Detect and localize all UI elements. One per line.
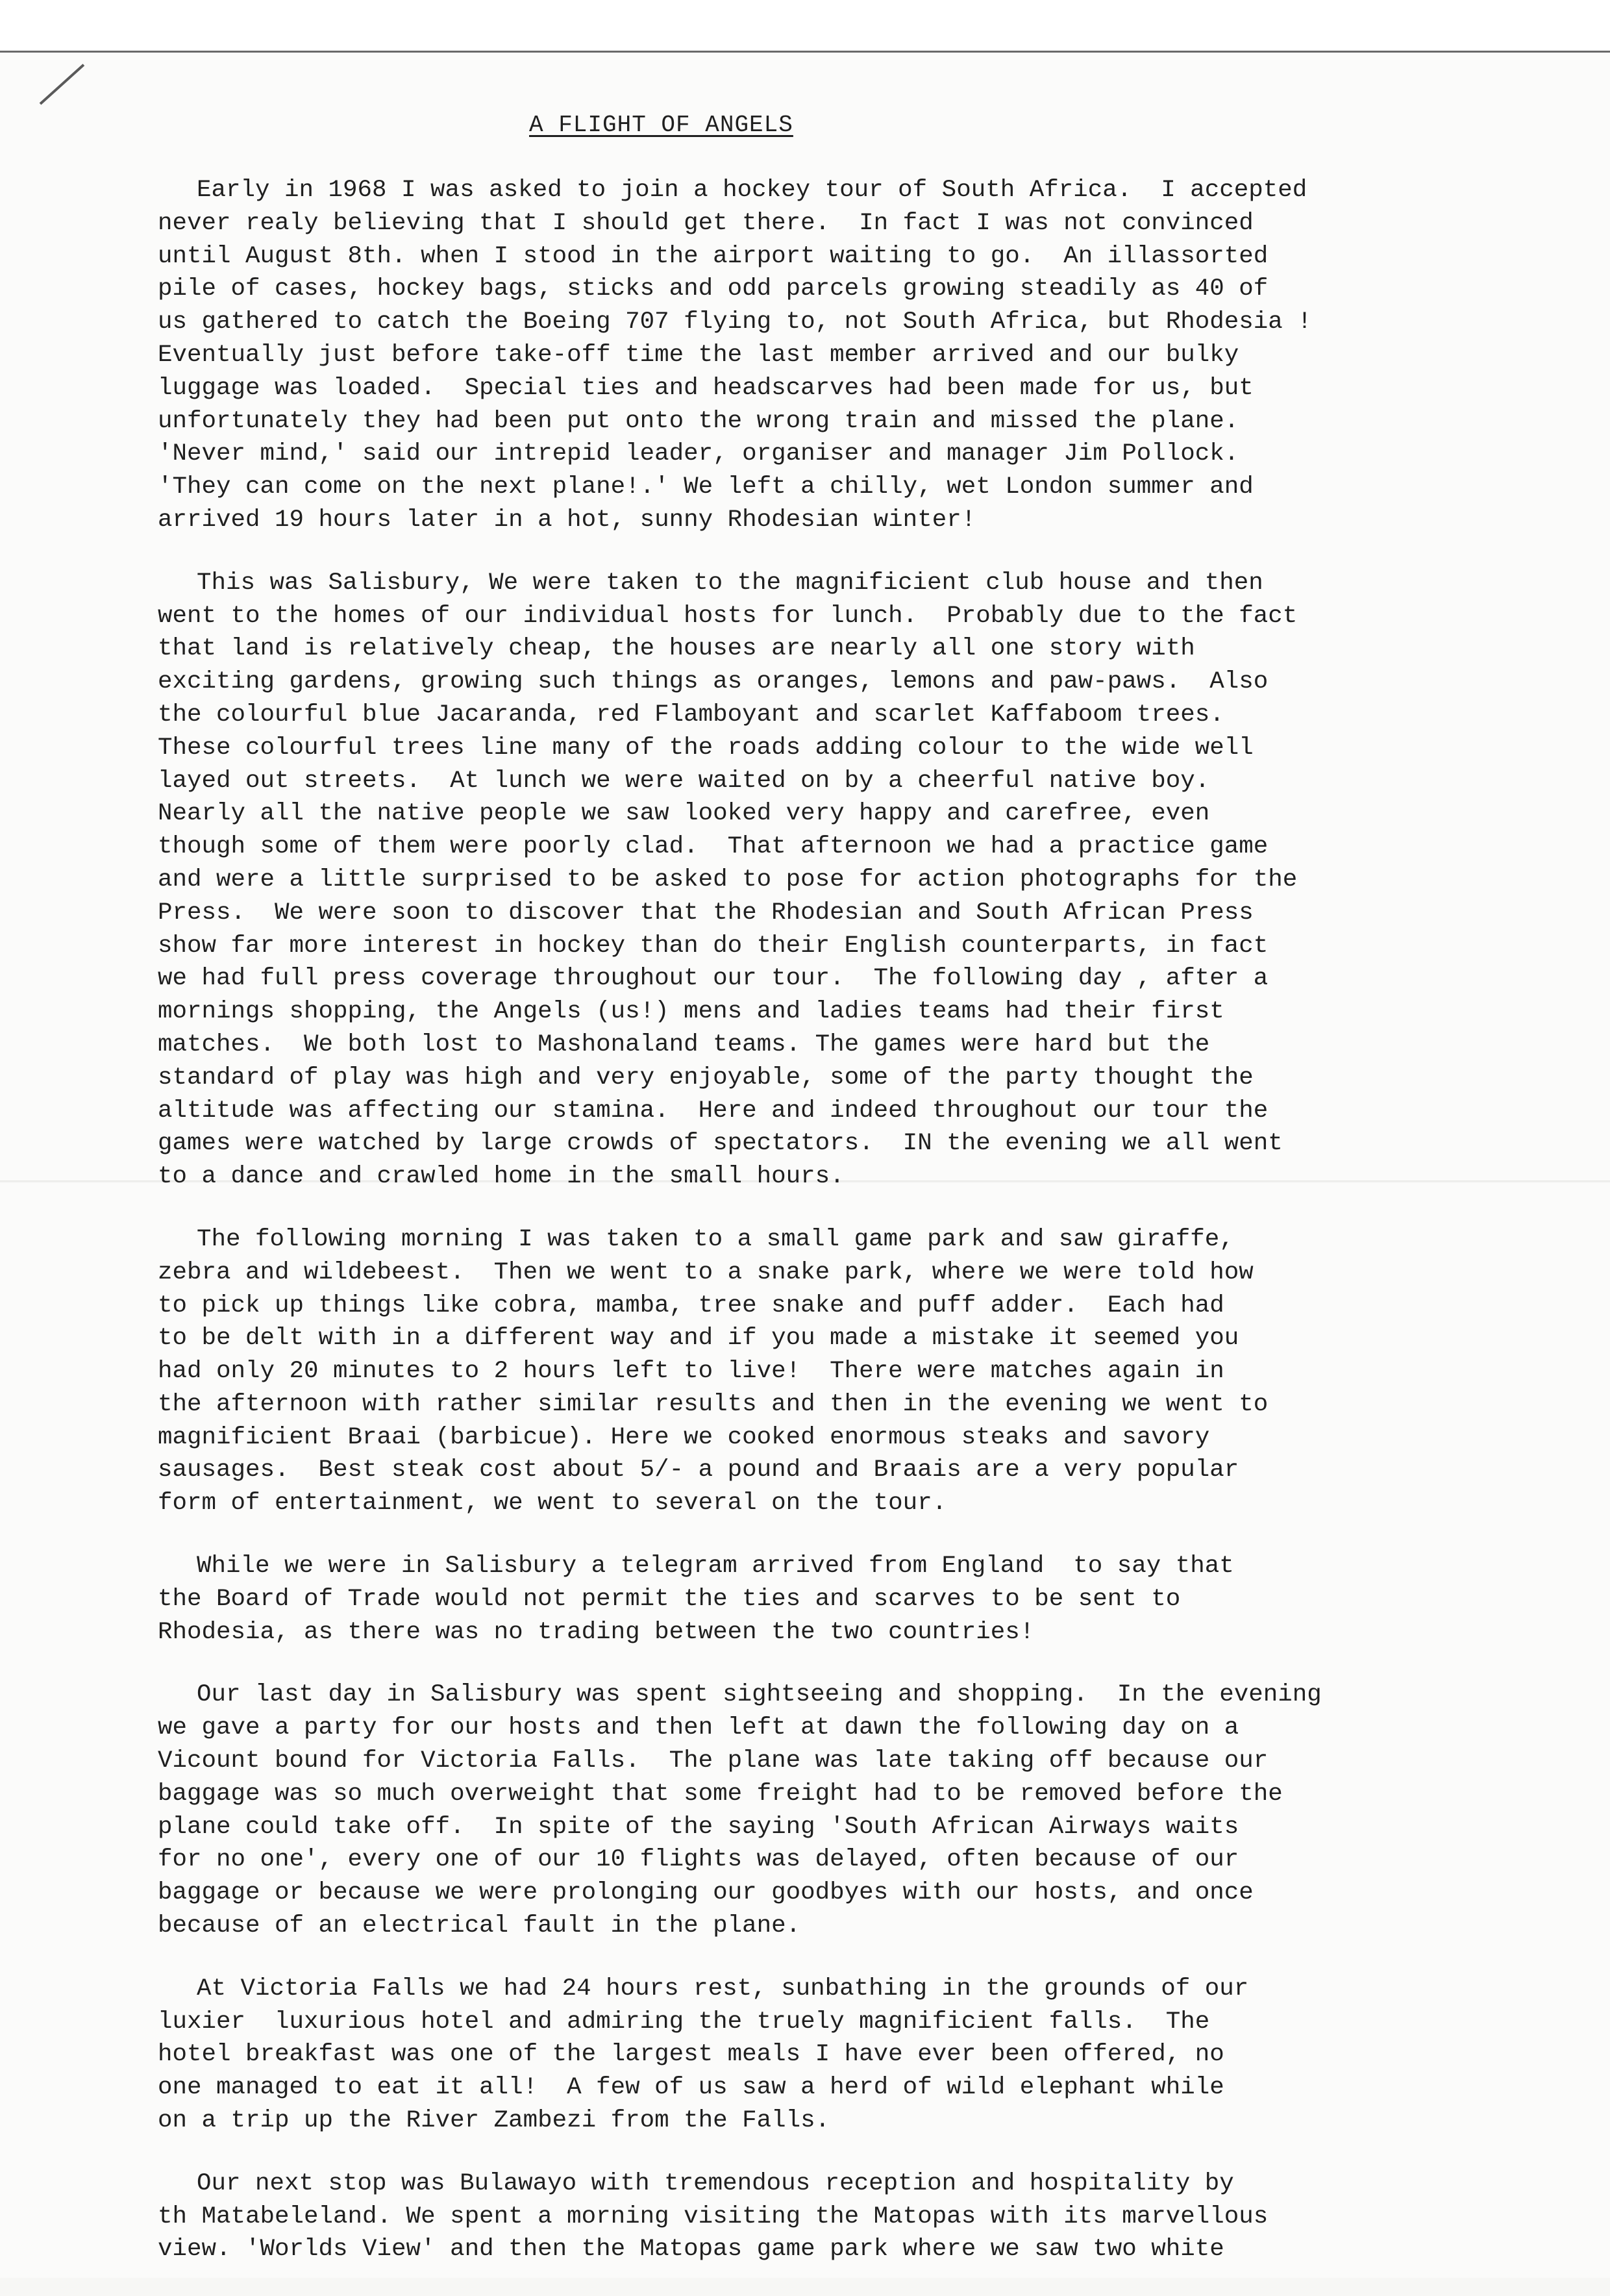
text-line: to be delt with in a different way and if you made a mistake it seemed you xyxy=(158,1325,1239,1353)
text-line: arrived 19 hours later in a hot, sunny Rhodesian winter! xyxy=(158,506,976,534)
text-line: Our next stop was Bulawayo with tremendous reception and hospitality by xyxy=(197,2169,1234,2197)
text-line: magnificient Braai (barbicue). Here we cooked enormous steaks and savory xyxy=(158,1423,1210,1451)
text-line: view. 'Worlds View' and then the Matopas game park where we saw two white xyxy=(158,2236,1224,2264)
article-body xyxy=(158,174,1586,2296)
page-title: A FLIGHT OF ANGELS xyxy=(529,112,793,138)
text-line: 'They can come on the next plane!.' We left a chilly, wet London summer and xyxy=(158,473,1254,501)
paragraph xyxy=(158,1223,1586,1520)
text-line: because of an electrical fault in the plane. xyxy=(158,1912,801,1940)
text-line: Vicount bound for Victoria Falls. The plane was late taking off because our xyxy=(158,1747,1269,1775)
text-line: until August 8th. when I stood in the airport waiting to go. An illassorted xyxy=(158,242,1269,270)
text-line: we had full press coverage throughout our tour. The following day , after a xyxy=(158,965,1269,993)
text-line: though some of them were poorly clad. That afternoon we had a practice game xyxy=(158,833,1269,861)
text-line: on a trip up the River Zambezi from the Falls. xyxy=(158,2107,830,2135)
text-line: us gathered to catch the Boeing 707 flying to, not South Africa, but Rhodesia ! xyxy=(158,308,1312,336)
text-line: zebra and wildebeest. Then we went to a snake park, where we were told how xyxy=(158,1258,1254,1286)
text-line: At Victoria Falls we had 24 hours rest, sunbathing in the grounds of our xyxy=(197,1975,1249,2003)
text-line: that land is relatively cheap, the houses are nearly all one story with xyxy=(158,635,1195,663)
text-line: the afternoon with rather similar results and then in the evening we went to xyxy=(158,1390,1269,1418)
text-line: went to the homes of our individual hosts for lunch. Probably due to the fact xyxy=(158,602,1298,630)
paragraph xyxy=(158,2167,1586,2266)
paragraph xyxy=(158,1550,1586,1649)
text-line: unfortunately they had been put onto the wrong train and missed the plane. xyxy=(158,407,1239,435)
text-line: The following morning I was taken to a small game park and saw giraffe, xyxy=(197,1225,1234,1253)
text-line: luxier luxurious hotel and admiring the truely magnificient falls. The xyxy=(158,2008,1210,2036)
text-line: exciting gardens, growing such things as oranges, lemons and paw-paws. Also xyxy=(158,668,1269,696)
text-line: standard of play was high and very enjoyable, some of the party thought the xyxy=(158,1064,1254,1092)
text-line: hotel breakfast was one of the largest meals I have ever been offered, no xyxy=(158,2041,1224,2069)
text-line: we gave a party for our hosts and then left at dawn the following day on a xyxy=(158,1714,1239,1742)
text-line: Rhodesia, as there was no trading between the two countries! xyxy=(158,1618,1035,1646)
text-line: to a dance and crawled home in the small hours. xyxy=(158,1163,845,1191)
paragraph xyxy=(158,1973,1586,2138)
text-line: one managed to eat it all! A few of us saw a herd of wild elephant while xyxy=(158,2074,1224,2102)
text-line: the colourful blue Jacaranda, red Flamboyant and scarlet Kaffaboom trees. xyxy=(158,701,1224,729)
text-line: pile of cases, hockey bags, sticks and odd parcels growing steadily as 40 of xyxy=(158,275,1269,303)
text-line: Press. We were soon to discover that the Rhodesian and South African Press xyxy=(158,899,1254,927)
paragraph xyxy=(158,1678,1586,1942)
paragraph xyxy=(158,567,1586,1193)
text-line: had only 20 minutes to 2 hours left to live! There were matches again in xyxy=(158,1358,1224,1386)
text-line: games were watched by large crowds of spectators. IN the evening we all went xyxy=(158,1130,1283,1158)
text-line: Early in 1968 I was asked to join a hockey tour of South Africa. I accepted xyxy=(197,177,1307,204)
text-line: luggage was loaded. Special ties and headscarves had been made for us, but xyxy=(158,374,1254,402)
text-line: baggage was so much overweight that some freight had to be removed before the xyxy=(158,1780,1283,1808)
text-line: the Board of Trade would not permit the ties and scarves to be sent to xyxy=(158,1585,1181,1613)
text-line: baggage or because we were prolonging our goodbyes with our hosts, and once xyxy=(158,1879,1254,1907)
text-line: show far more interest in hockey than do their English counterparts, in fact xyxy=(158,932,1269,960)
text-line: While we were in Salisbury a telegram arrived from England to say that xyxy=(197,1553,1234,1580)
text-line: layed out streets. At lunch we were waited on by a cheerful native boy. xyxy=(158,767,1210,795)
text-line: never realy believing that I should get there. In fact I was not convinced xyxy=(158,209,1254,237)
text-line: Eventually just before take-off time the last member arrived and our bulky xyxy=(158,341,1239,369)
text-line: for no one', every one of our 10 flights was delayed, often because of our xyxy=(158,1846,1239,1874)
text-line: and were a little surprised to be asked to pose for action photographs for the xyxy=(158,866,1298,893)
text-line: form of entertainment, we went to several on the tour. xyxy=(158,1490,947,1517)
text-line: plane could take off. In spite of the saying 'South African Airways waits xyxy=(158,1813,1239,1841)
text-line: mornings shopping, the Angels (us!) mens and ladies teams had their first xyxy=(158,998,1224,1026)
page-top-edge xyxy=(0,0,1610,53)
paragraph xyxy=(158,174,1586,537)
text-line: matches. We both lost to Mashonaland teams. The games were hard but the xyxy=(158,1030,1210,1058)
text-line: altitude was affecting our stamina. Here and indeed throughout our tour the xyxy=(158,1097,1269,1125)
text-line: Our last day in Salisbury was spent sightseeing and shopping. In the evening xyxy=(197,1681,1322,1709)
text-line: to pick up things like cobra, mamba, tree snake and puff adder. Each had xyxy=(158,1292,1224,1319)
text-line: sausages. Best steak cost about 5/- a pound and Braais are a very popular xyxy=(158,1456,1239,1484)
text-line: 'Never mind,' said our intrepid leader, organiser and manager Jim Pollock. xyxy=(158,440,1239,468)
text-line: This was Salisbury, We were taken to the magnificient club house and then xyxy=(197,569,1263,597)
text-line: Nearly all the native people we saw looked very happy and carefree, even xyxy=(158,800,1210,828)
text-line: th Matabeleland. We spent a morning visiting the Matopas with its marvellous xyxy=(158,2202,1269,2230)
text-line: These colourful trees line many of the roads adding colour to the wide well xyxy=(158,734,1254,762)
